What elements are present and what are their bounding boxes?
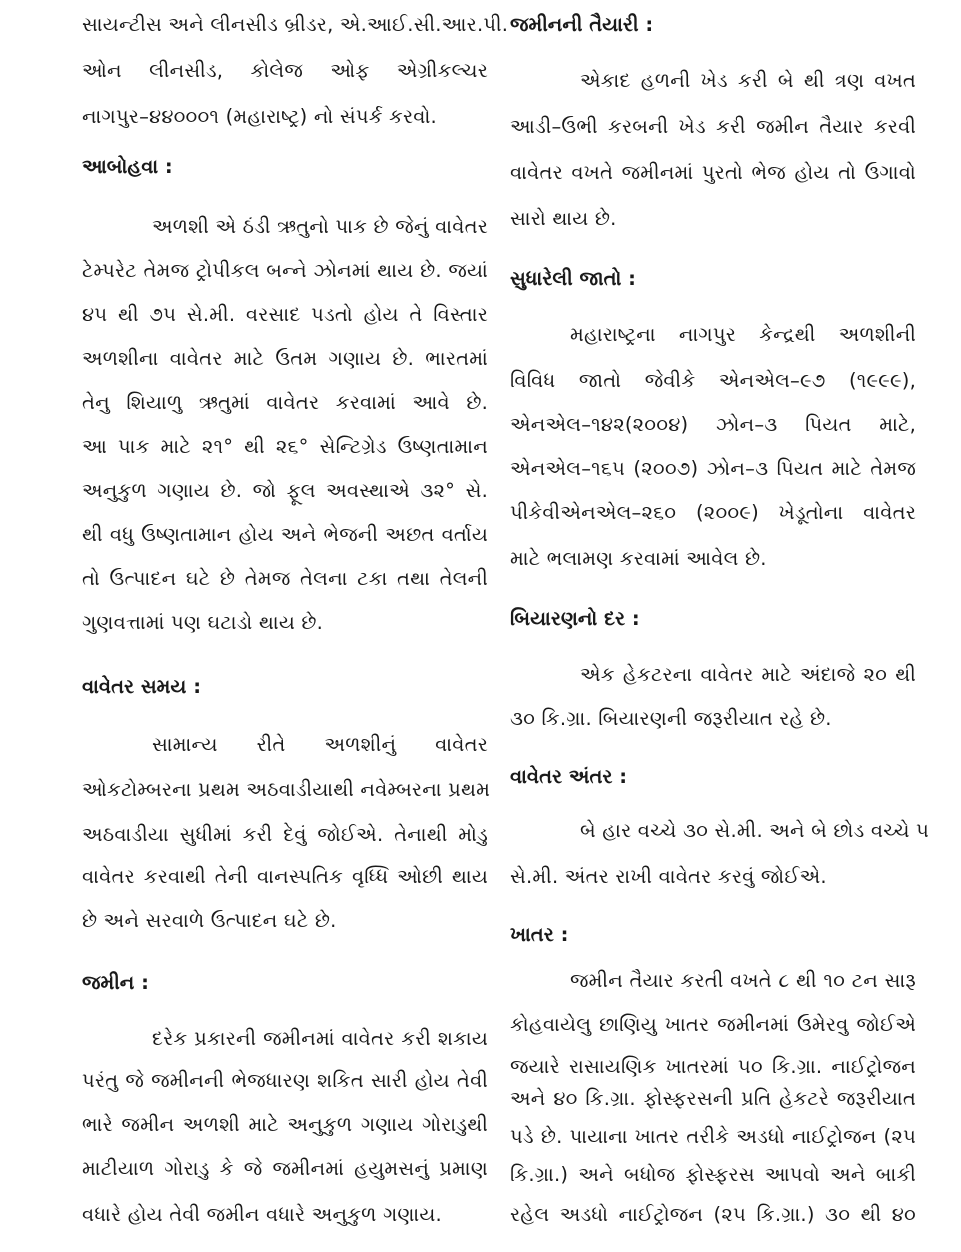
section-heading-sowing-time: વાવેતર સમય : (82, 675, 201, 698)
paragraph-line: ૪૫ થી ૭૫ સે.મી. વરસાદ પડતો હોય તે વિસ્તાર (82, 303, 488, 326)
paragraph-line: તો ઉત્પાદન ઘટે છે તેમજ તેલના ટકા તથા તેલની (82, 567, 488, 590)
paragraph-line: વિવિધ જાતો જેવીકે એનએલ–૯૭ (૧૯૯૯), (510, 369, 916, 392)
paragraph-line: આડી–ઉભી કરબની ખેડ કરી જમીન તૈયાર કરવી (510, 115, 916, 138)
paragraph-line: અઠવાડીયા સુધીમાં કરી દેવું જોઈએ. તેનાથી મોડુ (82, 823, 488, 846)
paragraph-line: અળશીના વાવેતર માટે ઉતમ ગણાય છે. ભારતમાં (82, 347, 488, 370)
paragraph-line: પરંતુ જે જમીનની ભેજધારણ શકિત સારી હોય તેવી (82, 1069, 488, 1092)
section-heading-seed-rate: બિયારણનો દર : (510, 607, 640, 630)
paragraph-line: ગુણવત્તામાં પણ ઘટાડો થાય છે. (82, 611, 324, 634)
paragraph-line: વાવેતર વખતે જમીનમાં પુરતો ભેજ હોય તો ઉગાવો (510, 161, 916, 184)
intro-line: ઓન લીનસીડ, કોલેજ ઓફ એગ્રીકલ્ચર (82, 59, 488, 82)
paragraph-line: એકાદ હળની ખેડ કરી બે થી ત્રણ વખત (580, 69, 916, 92)
paragraph-line: પીકેવીએનએલ–૨૬૦ (૨૦૦૯) ખેડૂતોના વાવેતર (510, 501, 916, 524)
paragraph-line: થી વધુ ઉષ્ણતામાન હોય અને ભેજની અછત વર્તાય (82, 523, 488, 546)
paragraph-line: કિ.ગ્રા.) અને બધોજ ફોસ્ફરસ આપવો અને બાકી (510, 1163, 916, 1186)
paragraph-line: એનએલ–૧૪૨(૨૦૦૪) ઝોન–૩ પિયત માટે, (510, 413, 916, 436)
paragraph-line: જમીન તૈયાર કરતી વખતે ૮ થી ૧૦ ટન સારૂ (570, 969, 916, 992)
paragraph-line: પડે છે. પાયાના ખાતર તરીકે અડધો નાઈટ્રોજન (૨૫ (510, 1125, 916, 1148)
section-heading-land-preparation: જમીનની તૈયારી : (510, 13, 654, 36)
paragraph-line: તેનુ શિયાળુ ઋતુમાં વાવેતર કરવામાં આવે છે. (82, 391, 488, 414)
paragraph-line: અનુકુળ ગણાય છે. જો ફૂલ અવસ્થાએ ૩૨° સે. (82, 479, 488, 502)
paragraph-line: રહેલ અડધો નાઈટ્રોજન (૨૫ કિ.ગ્રા.) ૩૦ થી ૪૦ (510, 1203, 916, 1226)
paragraph-line: અને ૪૦ કિ.ગ્રા. ફોસ્ફરસની પ્રતિ હેકટરે જરૂરીયાત (510, 1087, 916, 1110)
paragraph-line: માટીયાળ ગોરાડુ કે જે જમીનમાં હયુમસનું પ્રમાણ (82, 1157, 488, 1180)
paragraph-line: વાવેતર કરવાથી તેની વાનસ્પતિક વૃધ્ધિ ઓછી થાય (82, 865, 488, 888)
section-heading-spacing: વાવેતર અંતર : (510, 765, 628, 788)
section-heading-land: જમીન : (82, 971, 149, 994)
paragraph-line: અળશી એ ઠંડી ઋતુનો પાક છે જેનું વાવેતર (152, 215, 488, 238)
paragraph-line: દરેક પ્રકારની જમીનમાં વાવેતર કરી શકાય (152, 1027, 488, 1050)
paragraph-line: બે હાર વચ્ચે ૩૦ સે.મી. અને બે છોડ વચ્ચે ૫ (580, 819, 930, 842)
intro-line: નાગપુર–૪૪૦૦૦૧ (મહારાષ્ટ્ર) નો સંપર્ક કરવો. (82, 105, 437, 128)
section-heading-fertilizer: ખાતર : (510, 923, 569, 946)
section-heading-improved-varieties: સુધારેલી જાતો : (510, 267, 636, 290)
paragraph-line: સે.મી. અંતર રાખી વાવેતર કરવું જોઈએ. (510, 865, 827, 888)
paragraph-line: એક હેકટરના વાવેતર માટે અંદાજે ૨૦ થી (580, 663, 916, 686)
paragraph-line: એનએલ–૧૬૫ (૨૦૦૭) ઝોન–૩ પિયત માટે તેમજ (510, 457, 916, 480)
paragraph-line: સામાન્ય રીતે અળશીનું વાવેતર (152, 733, 488, 756)
paragraph-line: આ પાક માટે ૨૧° થી ૨૬° સેન્ટિગ્રેડ ઉષ્ણતામાન (82, 435, 488, 458)
paragraph-line: ૩૦ કિ.ગ્રા. બિયારણની જરૂરીયાત રહે છે. (510, 707, 832, 730)
paragraph-line: ભારે જમીન અળશી માટે અનુકુળ ગણાય ગોરાડુથી (82, 1113, 488, 1136)
paragraph-line: ઓકટોમ્બરના પ્રથમ અઠવાડીયાથી નવેમ્બરના પ્રથમ (82, 778, 491, 801)
paragraph-line: કોહવાયેલુ છાણિયુ ખાતર જમીનમાં ઉમેરવુ જોઈએ (510, 1013, 916, 1036)
paragraph-line: માટે ભલામણ કરવામાં આવેલ છે. (510, 547, 767, 570)
paragraph-line: વધારે હોય તેવી જમીન વધારે અનુકુળ ગણાય. (82, 1203, 442, 1226)
paragraph-line: જયારે રાસાયણિક ખાતરમાં ૫૦ કિ.ગ્રા. નાઈટ્રોજન (510, 1055, 916, 1078)
paragraph-line: સારો થાય છે. (510, 207, 617, 230)
intro-line: સાયન્ટીસ અને લીનસીડ બ્રીડર, એ.આઈ.સી.આર.પી. (82, 13, 509, 36)
paragraph-line: છે અને સરવાળે ઉત્પાદન ઘટે છે. (82, 909, 337, 932)
section-heading-climate: આબોહવા : (82, 155, 173, 178)
paragraph-line: ટેમ્પરેટ તેમજ ટ્રોપીકલ બન્ને ઝોનમાં થાય છે. જયાં (82, 259, 488, 282)
paragraph-line: મહારાષ્ટ્રના નાગપુર કેન્દ્રથી અળશીની (570, 323, 916, 346)
